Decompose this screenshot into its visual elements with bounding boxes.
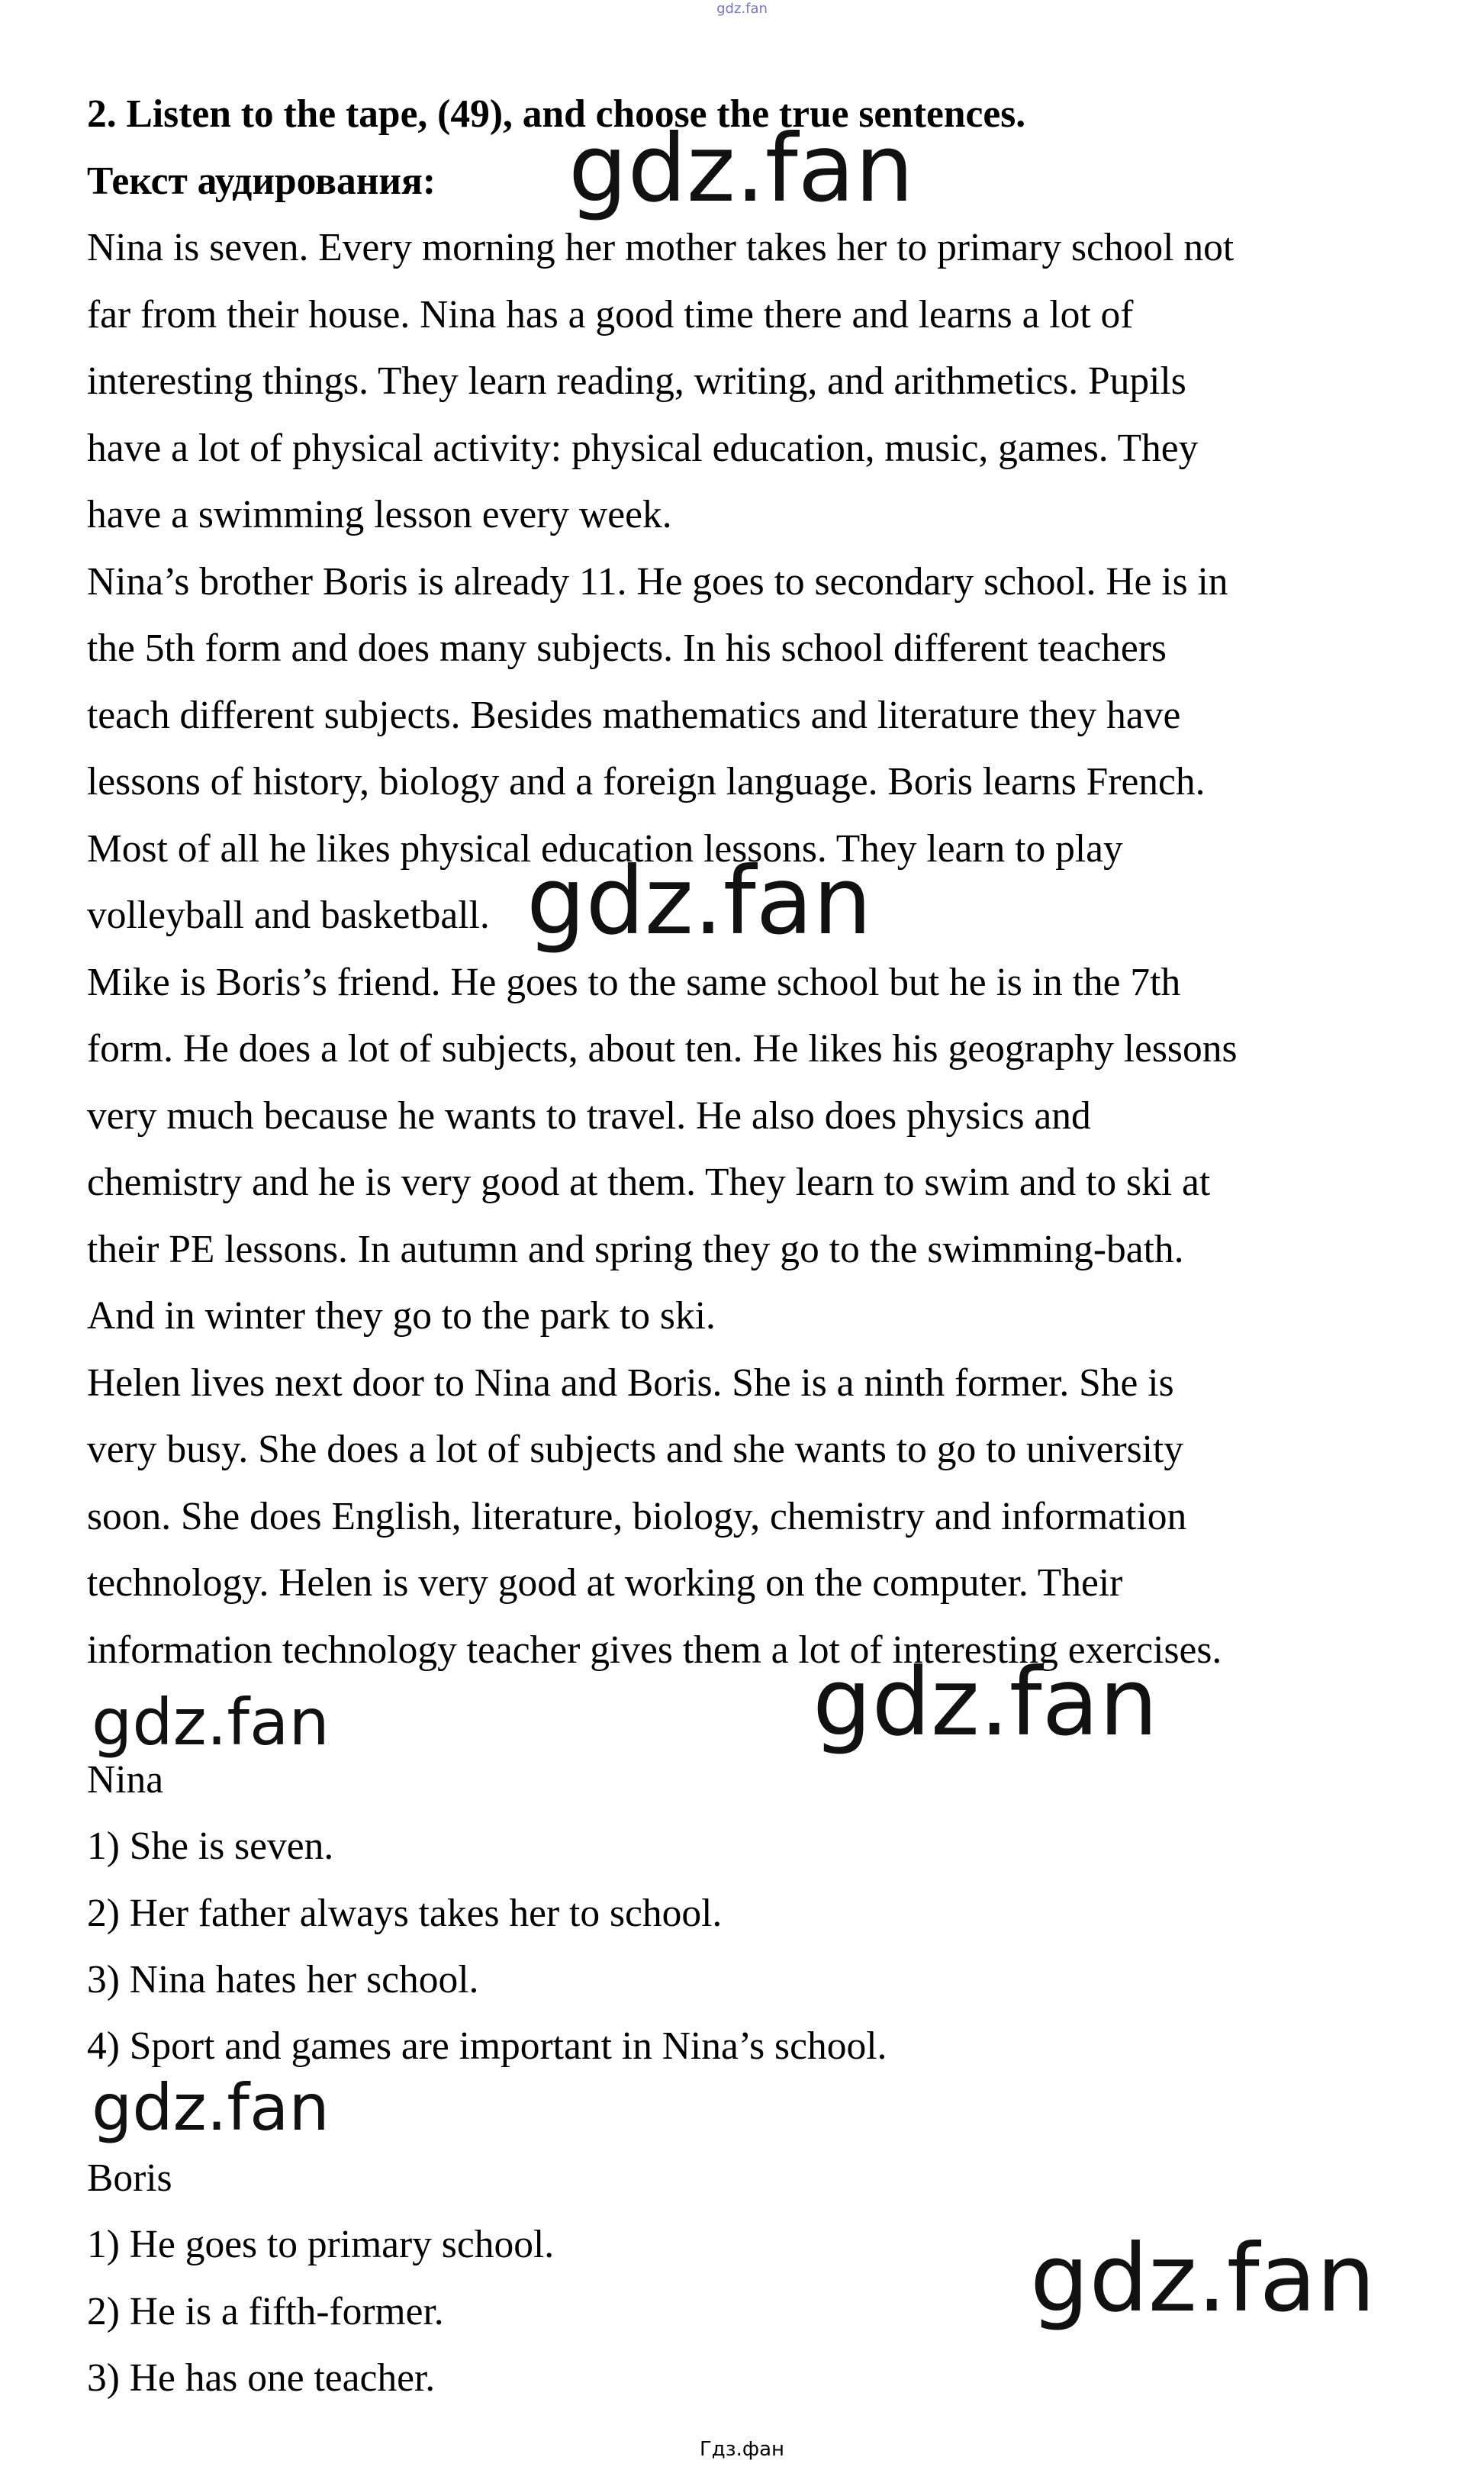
text-line: very busy. She does a lot of subjects and she wants to go to university [87, 1428, 1184, 1471]
boris-heading: Boris [87, 2156, 172, 2200]
top-watermark: gdz.fan [716, 1, 768, 17]
text-line: Mike is Boris’s friend. He goes to the same school but he is in the 7th [87, 961, 1181, 1004]
text-line: teach different subjects. Besides mathematics and literature they have [87, 694, 1181, 737]
text-line: chemistry and he is very good at them. They learn to swim and to ski at [87, 1161, 1211, 1204]
text-line: lessons of history, biology and a foreign language. Boris learns French. [87, 760, 1206, 803]
nina-statement: 3) Nina hates her school. [87, 1958, 479, 2001]
text-line: soon. She does English, literature, biology, chemistry and information [87, 1495, 1187, 1538]
text-line: volleyball and basketball. [87, 894, 490, 937]
nina-heading: Nina [87, 1758, 164, 1802]
text-line: Most of all he likes physical education lessons. They learn to play [87, 827, 1123, 871]
text-line: have a swimming lesson every week. [87, 493, 672, 536]
listening-text-label: Текст аудирования: [87, 159, 436, 203]
boris-statement: 1) He goes to primary school. [87, 2223, 555, 2266]
text-line: their PE lessons. In autumn and spring they go to the swimming-bath. [87, 1228, 1184, 1271]
watermark-text: gdz.fan [92, 1685, 330, 1760]
text-line: very much because he wants to travel. He also does physics and [87, 1094, 1091, 1138]
boris-statement: 3) He has one teacher. [87, 2356, 436, 2400]
text-line: the 5th form and does many subjects. In his school different teachers [87, 626, 1167, 670]
text-line: information technology teacher gives them a lot of interesting exercises. [87, 1628, 1222, 1672]
text-line: And in winter they go to the park to ski. [87, 1294, 716, 1338]
watermark-text: gdz.fan [813, 1648, 1158, 1757]
text-line: interesting things. They learn reading, writing, and arithmetics. Pupils [87, 359, 1186, 403]
text-line: Nina is seven. Every morning her mother takes her to primary school not [87, 226, 1235, 269]
text-line: have a lot of physical activity: physical education, music, games. They [87, 427, 1199, 470]
footer-caption: Гдз.фан [699, 2438, 785, 2461]
text-line: form. He does a lot of subjects, about ten. He likes his geography lessons [87, 1027, 1238, 1071]
exercise-heading: 2. Listen to the tape, (49), and choose the true sentences. [87, 92, 1026, 136]
nina-statement: 1) She is seven. [87, 1824, 334, 1868]
watermark-text: gdz.fan [1030, 2224, 1376, 2333]
watermark-text: gdz.fan [92, 2070, 330, 2145]
watermark-text: gdz.fan [568, 114, 914, 223]
text-line: Nina’s brother Boris is already 11. He goes to secondary school. He is in [87, 560, 1228, 604]
watermark-text: gdz.fan [526, 847, 872, 955]
boris-statement: 2) He is a fifth-former. [87, 2290, 444, 2333]
nina-statement: 2) Her father always takes her to school. [87, 1892, 723, 1935]
nina-statement: 4) Sport and games are important in Nina’s school. [87, 2024, 887, 2068]
text-line: technology. Helen is very good at working on the computer. Their [87, 1561, 1123, 1605]
text-line: far from their house. Nina has a good time there and learns a lot of [87, 293, 1134, 337]
text-line: Helen lives next door to Nina and Boris. She is a ninth former. She is [87, 1361, 1174, 1405]
